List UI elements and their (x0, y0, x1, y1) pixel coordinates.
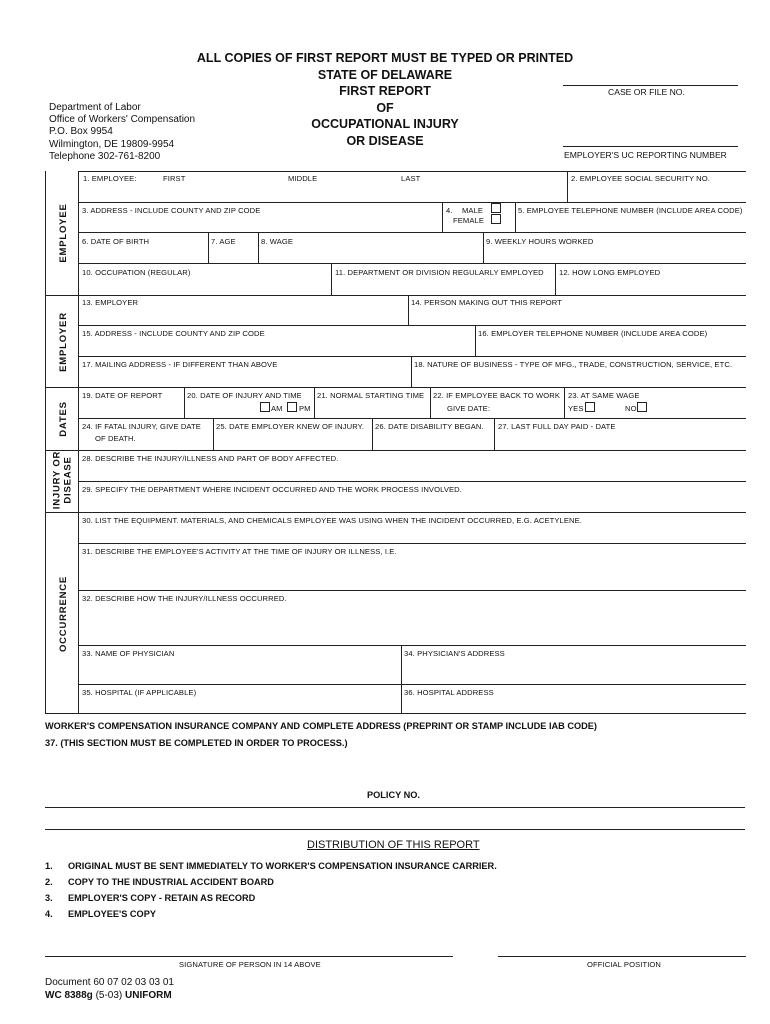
row-rule-15 (78, 645, 746, 646)
distribution-num: 2. (45, 877, 53, 887)
signature-label: SIGNATURE OF PERSON IN 14 ABOVE (179, 960, 321, 969)
divider-hours (483, 232, 484, 263)
row-rule-7 (78, 356, 746, 357)
uc-number-line[interactable] (563, 146, 738, 147)
field-30-equipment: 30. LIST THE EQUIPMENT. MATERIALS, AND CHEMICALS EMPLOYEE WAS USING WHEN THE INCIDENT OCCURRED, E.G. ACETYLENE. (82, 516, 583, 525)
insurance-bottom-line (45, 829, 745, 830)
field-21-start-time: 21. NORMAL STARTING TIME (317, 391, 425, 400)
row-rule-17 (45, 713, 746, 714)
row-rule-6 (78, 325, 746, 326)
row-rule-2 (78, 202, 746, 203)
field-16-employer-phone: 16. EMPLOYER TELEPHONE NUMBER (INCLUDE AREA CODE) (478, 329, 708, 338)
field-8-wage: 8. WAGE (261, 237, 294, 246)
divider-physician (401, 645, 402, 713)
sections-left-border (78, 171, 79, 713)
field-24-fatal: 24. IF FATAL INJURY, GIVE DATE (82, 422, 201, 431)
female-checkbox[interactable] (491, 214, 501, 224)
signature-line[interactable] (45, 956, 453, 957)
field-9-hours: 9. WEEKLY HOURS WORKED (486, 237, 594, 246)
divider-start-time (314, 387, 315, 418)
divider-phone (515, 202, 516, 232)
heading-line-3: FIRST REPORT (339, 84, 431, 98)
field-19-report-date: 19. DATE OF REPORT (82, 391, 163, 400)
row-rule-4 (78, 263, 746, 264)
dept-line-3: P.O. Box 9954 (49, 126, 113, 138)
form-code-rev: (5-03) (92, 990, 126, 1001)
dept-line-5: Telephone 302-761-8200 (49, 150, 161, 162)
section-employer: EMPLOYER (57, 312, 69, 372)
field-29-department: 29. SPECIFY THE DEPARTMENT WHERE INCIDENT OCCURRED AND THE WORK PROCESS INVOLVED. (82, 485, 462, 494)
field-23-same-wage: 23. AT SAME WAGE (568, 391, 640, 400)
field-7-age: 7. AGE (211, 237, 236, 246)
field-35-hospital: 35. HOSPITAL (IF APPLICABLE) (82, 688, 197, 697)
row-rule-9 (78, 418, 746, 419)
divider-last-paid (494, 418, 495, 450)
distribution-title: DISTRIBUTION OF THIS REPORT (307, 839, 480, 851)
divider-back-work (430, 387, 431, 418)
field-31-activity: 31. DESCRIBE THE EMPLOYEE'S ACTIVITY AT THE TIME OF INJURY OR ILLNESS, I.E. (82, 547, 397, 556)
yes-checkbox[interactable] (585, 402, 595, 412)
row-rule-10 (45, 450, 746, 451)
divider-knew (213, 418, 214, 450)
distribution-num: 1. (45, 861, 53, 871)
field-32-how: 32. DESCRIBE HOW THE INJURY/ILLNESS OCCURRED. (82, 594, 287, 603)
row-rule-11 (78, 481, 746, 482)
field-3-address: 3. ADDRESS - INCLUDE COUNTY AND ZIP CODE (82, 206, 261, 215)
sections-outer-border (45, 171, 46, 713)
row-rule-13 (78, 543, 746, 544)
field-20-am: AM (271, 404, 283, 413)
distribution-text: ORIGINAL MUST BE SENT IMMEDIATELY TO WORKER'S COMPENSATION INSURANCE CARRIER. (68, 861, 497, 871)
field-24-death: OF DEATH. (95, 434, 136, 443)
field-1-middle: MIDDLE (288, 174, 318, 183)
distribution-text: COPY TO THE INDUSTRIAL ACCIDENT BOARD (68, 877, 274, 887)
divider-gender (442, 202, 443, 232)
field-12-how-long: 12. HOW LONG EMPLOYED (559, 268, 661, 277)
row-rule-8 (45, 387, 746, 388)
policy-line[interactable] (45, 807, 745, 808)
field-1-last: LAST (401, 174, 421, 183)
insurance-note: 37. (THIS SECTION MUST BE COMPLETED IN ORDER TO PROCESS.) (45, 738, 348, 748)
heading-line-4: OF (376, 100, 394, 115)
case-file-label: CASE OR FILE NO. (608, 87, 685, 97)
field-22-give-date: GIVE DATE: (447, 404, 491, 413)
field-15-address: 15. ADDRESS - INCLUDE COUNTY AND ZIP CODE (82, 329, 265, 338)
row-rule-1 (78, 171, 746, 172)
document-number: Document 60 07 02 03 03 01 (45, 977, 174, 988)
position-line[interactable] (498, 956, 746, 957)
distribution-text: EMPLOYEE'S COPY (68, 909, 156, 919)
uc-number-label: EMPLOYER'S UC REPORTING NUMBER (564, 150, 727, 160)
row-rule-12 (45, 512, 746, 513)
divider-emp-phone (475, 325, 476, 356)
form-code-id: WC 8388g (45, 990, 93, 1001)
insurance-title: WORKER'S COMPENSATION INSURANCE COMPANY AND COMPLETE ADDRESS (PREPRINT OR STAMP INCLUDE IAB CODE) (45, 721, 597, 731)
section-employee: EMPLOYEE (57, 203, 69, 263)
field-4-female: FEMALE (453, 216, 484, 225)
field-11-department: 11. DEPARTMENT OR DIVISION REGULARLY EMPLOYED (335, 268, 544, 277)
distribution-text: EMPLOYER'S COPY - RETAIN AS RECORD (68, 893, 256, 903)
distribution-item (45, 877, 274, 887)
divider-disability (372, 418, 373, 450)
heading-line-6: OR DISEASE (346, 133, 424, 148)
field-25-knew: 25. DATE EMPLOYER KNEW OF INJURY. (216, 422, 365, 431)
field-23-no: NO (625, 404, 637, 413)
form-code-type: UNIFORM (125, 990, 172, 1001)
field-1-first: FIRST (163, 174, 186, 183)
field-13-employer: 13. EMPLOYER (82, 298, 139, 307)
pm-checkbox[interactable] (287, 402, 297, 412)
case-file-line[interactable] (563, 85, 738, 86)
heading-line-5: OCCUPATIONAL INJURY (311, 117, 459, 131)
section-injury (53, 451, 74, 509)
distribution-num: 4. (45, 909, 53, 919)
divider-nature (411, 356, 412, 387)
position-label: OFFICIAL POSITION (587, 960, 661, 969)
heading-line-2: STATE OF DELAWARE (317, 67, 453, 82)
section-dates: DATES (57, 401, 69, 437)
dept-line-4: Wilmington, DE 19809-9954 (49, 138, 175, 150)
field-4-number: 4. (446, 206, 453, 215)
field-10-occupation: 10. OCCUPATION (REGULAR) (82, 268, 191, 277)
row-rule-5 (45, 295, 746, 296)
field-23-yes: YES (568, 404, 584, 413)
divider-ssn (567, 171, 568, 202)
field-2-ssn: 2. EMPLOYEE SOCIAL SECURITY NO. (571, 174, 710, 183)
field-28-injury: 28. DESCRIBE THE INJURY/ILLNESS AND PART OF BODY AFFECTED. (82, 454, 339, 463)
male-checkbox[interactable] (491, 203, 501, 213)
field-36-hospital-address: 36. HOSPITAL ADDRESS (404, 688, 494, 697)
field-34-physician-address: 34. PHYSICIAN'S ADDRESS (404, 649, 505, 658)
field-18-nature: 18. NATURE OF BUSINESS - TYPE OF MFG., TRADE, CONSTRUCTION, SERVICE, ETC. (414, 360, 733, 369)
section-occurrence: OCCURRENCE (57, 575, 69, 653)
distribution-item (45, 861, 497, 871)
field-1-employee: 1. EMPLOYEE: (83, 174, 137, 183)
field-6-dob: 6. DATE OF BIRTH (82, 237, 150, 246)
divider-age (208, 232, 209, 263)
field-14-person: 14. PERSON MAKING OUT THIS REPORT (411, 298, 562, 307)
field-4-male: MALE (462, 206, 484, 215)
policy-label: POLICY NO. (367, 790, 420, 800)
heading-line-1: ALL COPIES OF FIRST REPORT MUST BE TYPED OR PRINTED (196, 51, 574, 65)
field-27-last-paid: 27. LAST FULL DAY PAID - DATE (498, 422, 616, 431)
dept-line-2: Office of Workers' Compensation (49, 114, 196, 126)
field-33-physician: 33. NAME OF PHYSICIAN (82, 649, 175, 658)
field-20-pm: PM (299, 404, 311, 413)
row-rule-16 (78, 684, 746, 685)
field-26-disability: 26. DATE DISABILITY BEGAN. (375, 422, 484, 431)
dept-line-1: Department of Labor (49, 102, 141, 113)
section-injury-line-2: DISEASE (62, 456, 73, 504)
no-checkbox[interactable] (637, 402, 647, 412)
divider-same-wage (564, 387, 565, 418)
department-address (49, 102, 195, 163)
field-22-back-work: 22. IF EMPLOYEE BACK TO WORK (433, 391, 561, 400)
am-checkbox[interactable] (260, 402, 270, 412)
section-injury-line-1: INJURY OR (51, 450, 63, 510)
divider-wage (258, 232, 259, 263)
distribution-item (45, 893, 255, 903)
field-5-emp-phone: 5. EMPLOYEE TELEPHONE NUMBER (INCLUDE AREA CODE) (518, 206, 743, 215)
form-heading (160, 50, 610, 149)
field-17-mailing: 17. MAILING ADDRESS - IF DIFFERENT THAN ABOVE (82, 360, 278, 369)
divider-dept (331, 263, 332, 295)
distribution-item (45, 909, 156, 919)
field-20-injury-date: 20. DATE OF INJURY AND TIME (187, 391, 302, 400)
form-code (45, 990, 172, 1001)
row-rule-14 (78, 590, 746, 591)
divider-howlong (555, 263, 556, 295)
divider-injury-date (184, 387, 185, 418)
distribution-num: 3. (45, 893, 53, 903)
divider-person (408, 295, 409, 325)
row-rule-3 (78, 232, 746, 233)
